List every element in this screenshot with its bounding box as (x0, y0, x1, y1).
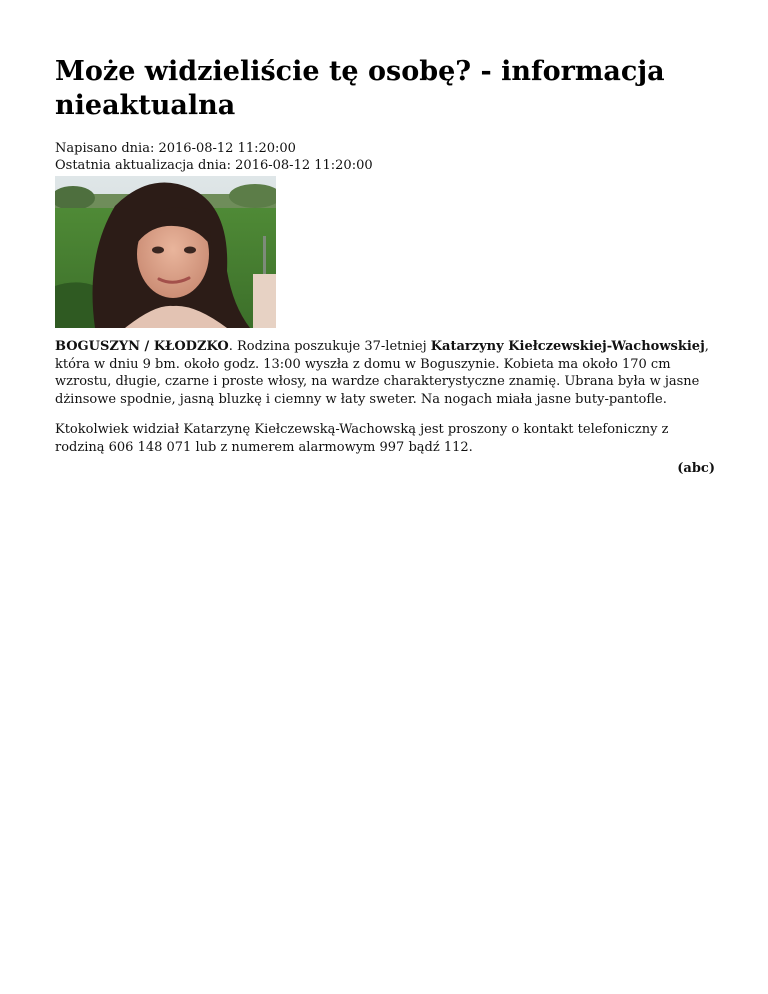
paragraph-1-text-a: . Rodzina poszukuje 37-letniej (228, 339, 431, 354)
paragraph-1 (55, 338, 715, 408)
missing-person-photo (55, 176, 276, 328)
updated-date: 2016-08-12 11:20:00 (235, 158, 373, 173)
paragraph-2: Ktokolwiek widział Katarzynę Kiełczewską-Wachowską jest proszony o kontakt telefoniczny z rodziną 606 148 071 lub z numerem alarmowym 997 bądź 112. (55, 422, 669, 455)
author-signature: (abc) (677, 461, 715, 476)
person-name: Katarzyny Kiełczewskiej-Wachowskiej (430, 339, 705, 354)
published-label: Napisano dnia: (55, 141, 155, 156)
published-line (55, 140, 373, 157)
updated-label: Ostatnia aktualizacja dnia: (55, 158, 232, 173)
lead-location: BOGUSZYN / KŁODZKO (55, 339, 229, 354)
article-title: Może widzieliście tę osobę? - informacja nieaktualna (55, 56, 665, 121)
article-body (55, 338, 715, 478)
article-meta (55, 140, 373, 174)
photo-illustration (55, 176, 276, 328)
published-date: 2016-08-12 11:20:00 (158, 141, 296, 156)
updated-line (55, 157, 373, 174)
paragraph-1-text-b: , która w dniu 9 bm. około godz. 13:00 wyszła z domu w Boguszynie. Kobieta ma około 170 cm wzrostu, długie, czarne i proste włosy, na wardze charakterystyczne znamię. Ubrana była w jasne dżinsowe spodnie, jasną bluzkę i ciemny w łaty sweter. Na nogach miała jasne buty-pantofle. (55, 339, 709, 407)
